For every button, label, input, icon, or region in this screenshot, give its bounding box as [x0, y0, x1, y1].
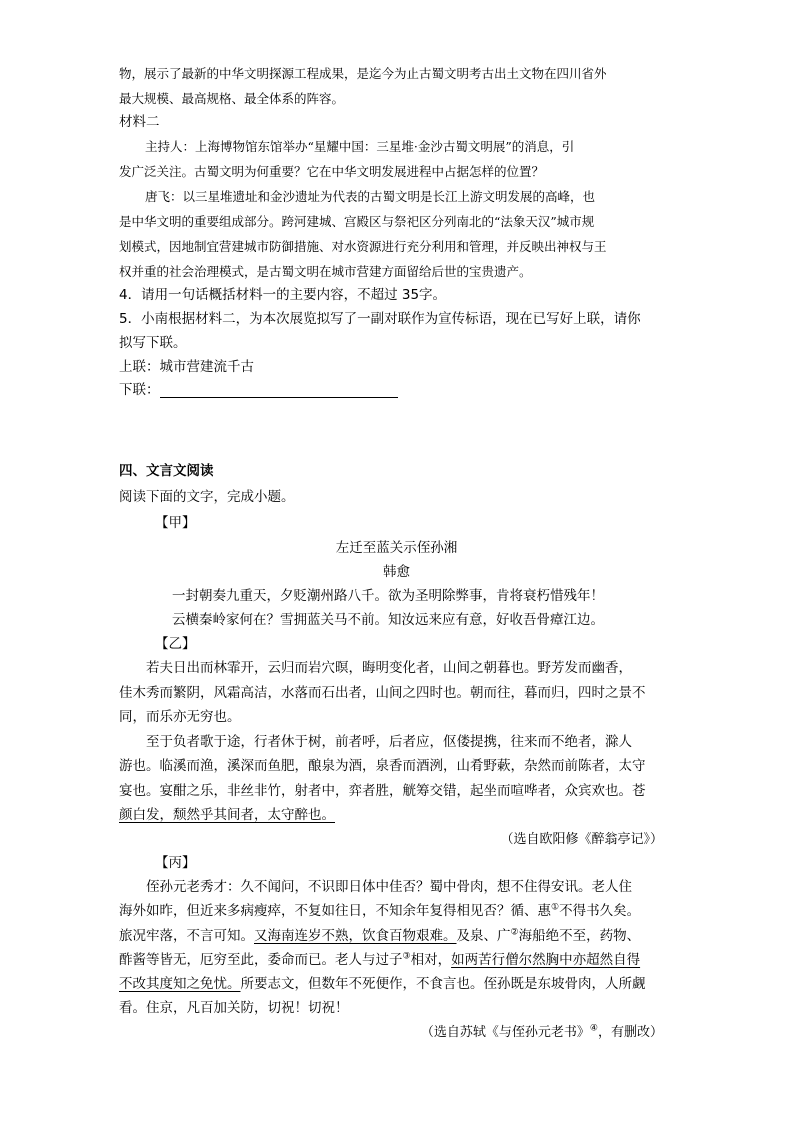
footnote-marker-3: ③ — [402, 951, 411, 962]
bing-line-4 — [119, 951, 641, 968]
footnote-marker-2: ② — [510, 927, 519, 938]
bing-source-text: （选自苏轼《与侄孙元老书》 — [420, 1025, 590, 1040]
question-5-line-2: 拟写下联。 — [119, 335, 187, 351]
jia-label: 【甲】 — [155, 515, 196, 531]
yi-p2-line-1: 至于负者歌于途，行者休于树，前者呼，后者应，伛偻提携，往来而不绝者，滁人 — [146, 734, 632, 750]
bing-source — [420, 1023, 663, 1040]
yi-source: （选自欧阳修《醉翁亭记》） — [500, 832, 663, 847]
tang-line-3: 划模式，因地制宜营建城市防御措施、对水资源进行充分利用和管理，并反映出神权与王 — [119, 239, 607, 254]
poem-line-2: 云横秦岭家何在？雪拥蓝关马不前。知汝远来应有意，好收吾骨瘴江边。 — [172, 612, 604, 628]
question-4: 4．请用一句话概括材料一的主要内容，不超过 35字。 — [119, 287, 447, 303]
bing-line-5 — [119, 978, 646, 992]
material-two-heading: 材料二 — [119, 114, 160, 130]
yi-p1-line-2: 佳木秀而繁阴，风霜高洁，水落而石出者，山间之四时也。朝而往，暮而归，四时之景不 — [119, 685, 646, 701]
bing-underlined-sentence-2b: 不改其度知之免忧。 — [119, 976, 241, 992]
bing-label: 【丙】 — [155, 855, 196, 871]
tang-line-2: 是中华文明的重要组成部分。跨河建城、宫殿区与祭祀区分列南北的“法象天汉”城市规 — [119, 214, 595, 229]
poem-author: 韩愈 — [383, 564, 410, 580]
poem-line-1: 一封朝奏九重天，夕贬潮州路八千。欲为圣明除弊事，肯将衰朽惜残年！ — [172, 588, 604, 604]
poem-title: 左迁至蓝关示侄孙湘 — [335, 540, 458, 556]
answer-blank-line[interactable] — [160, 385, 398, 398]
section-4-instruction: 阅读下面的文字，完成小题。 — [119, 489, 295, 505]
couplet-upper: 上联：城市营建流千古 — [119, 359, 254, 375]
bing-source-text-end: ，有删改） — [597, 1025, 663, 1040]
bing-line-3-text: 旅况牢落，不言可知。 — [119, 928, 254, 944]
couplet-lower-label: 下联： — [119, 382, 160, 398]
bing-line-5-text: 所要志文，但数年不死便作，不食言也。侄孙既是东坡骨肉，人所觑 — [240, 976, 646, 992]
bing-line-4-text: 酢酱等皆无，厄穷至此，委命而已。老人与过子 — [119, 952, 403, 968]
material-one-line-2: 最大规模、最高规格、最全体系的阵容。 — [119, 91, 345, 106]
bing-line-1: 侄孙元老秀才：久不闻问，不识即日体中佳否？蜀中骨肉，想不住得安讯。老人住 — [146, 879, 632, 895]
bing-line-2-text: 海外如昨，但近来多病瘦瘁，不复如往日，不知余年复得相见否？循、惠 — [119, 903, 551, 919]
bing-underlined-sentence-1: 又海南连岁不熟，饮食百物艰难。 — [254, 928, 457, 944]
bing-line-6: 看。住京，凡百加关防，切祝！切祝！ — [119, 1000, 349, 1016]
bing-line-3-text-end: 海船绝不至，药物、 — [518, 928, 641, 944]
bing-underlined-sentence-2a: 如两苦行僧尔然胸中亦超然自得 — [451, 952, 641, 968]
host-line-2: 发广泛关注。古蜀文明为何重要？它在中华文明发展进程中占据怎样的位置？ — [119, 164, 545, 179]
footnote-marker-4: ④ — [589, 1023, 598, 1034]
section-4-heading: 四、文言文阅读 — [119, 463, 214, 479]
yi-p1-line-1: 若夫日出而林霏开，云归而岩穴暝，晦明变化者，山间之朝暮也。野芳发而幽香， — [146, 660, 632, 676]
bing-line-3 — [119, 927, 641, 944]
yi-p2-line-2: 游也。临溪而渔，溪深而鱼肥，酿泉为酒，泉香而酒洌，山肴野蔌，杂然而前陈者，太守 — [119, 758, 646, 774]
tang-line-4: 权并重的社会治理模式，是古蜀文明在城市营建方面留给后世的宝贵遗产。 — [119, 264, 532, 279]
couplet-lower — [119, 384, 398, 398]
material-one-line-1: 物，展示了最新的中华文明探源工程成果，是迄今为止古蜀文明考古出土文物在四川省外 — [119, 66, 607, 81]
tang-line-1: 唐飞：以三星堆遗址和金沙遗址为代表的古蜀文明是长江上游文明发展的高峰，也 — [145, 189, 596, 204]
bing-line-2-text-end: 不得书久矣。 — [559, 903, 641, 919]
yi-p2-line-4-underlined: 颜白发，颓然乎其间者，太守醉也。 — [119, 807, 335, 823]
bing-line-4-text-mid: 相对， — [410, 952, 452, 968]
bing-line-2 — [119, 902, 641, 919]
bing-line-3-text-mid: 及泉、广 — [456, 928, 511, 944]
host-line-1: 主持人：上海博物馆东馆举办“星耀中国：三星堆·金沙古蜀文明展”的消息，引 — [145, 139, 575, 154]
footnote-marker-1: ① — [551, 902, 560, 913]
question-5-line-1: 5．小南根据材料二，为本次展览拟写了一副对联作为宣传标语，现在已写好上联，请你 — [119, 311, 641, 327]
yi-p2-line-3: 宴也。宴酣之乐，非丝非竹，射者中，弈者胜，觥筹交错，起坐而喧哗者，众宾欢也。苍 — [119, 783, 646, 799]
yi-p1-line-3: 同，而乐亦无穷也。 — [119, 709, 241, 725]
yi-label: 【乙】 — [155, 636, 196, 652]
